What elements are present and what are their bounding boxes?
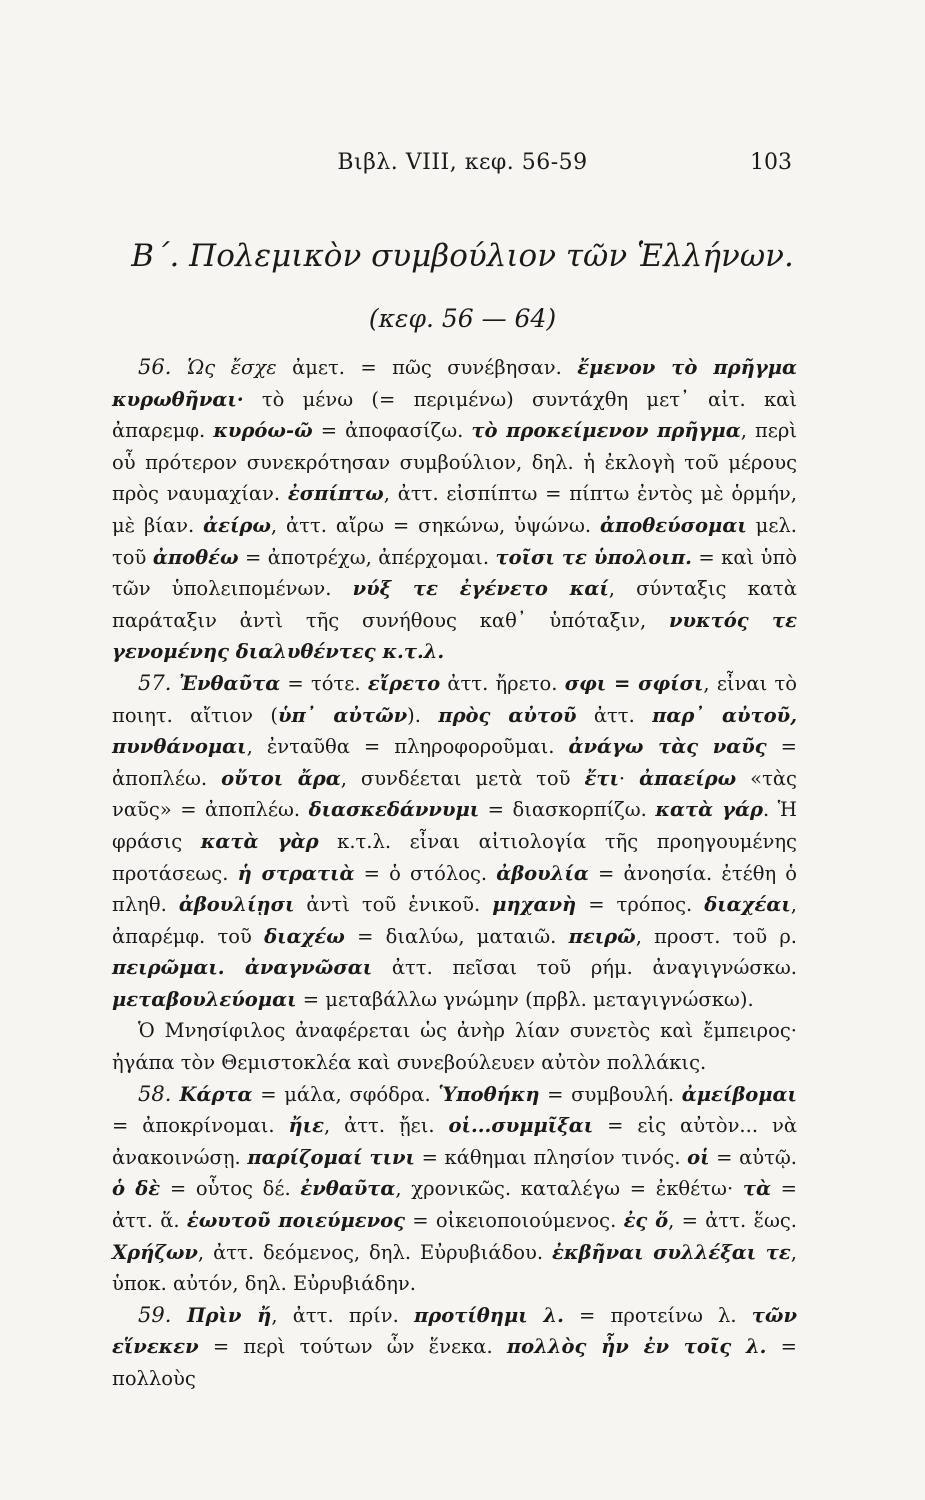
- gloss-text: , = ἀττ. ἕως.: [668, 1209, 797, 1233]
- gloss-text: , ἀττ. πρίν.: [271, 1303, 414, 1327]
- gloss-text: ἀμετ. = πῶς συνέβησαν.: [276, 356, 578, 379]
- lemma: οὔτοι ἄρα: [221, 766, 341, 790]
- gloss-text: ).: [407, 703, 439, 727]
- gloss-text: , προστ. τοῦ ρ.: [635, 924, 797, 948]
- lemma: διαχέαι: [704, 893, 791, 917]
- gloss-text: τὸ μένω (= περιμένω) συντάχθη μετ᾽ αἰτ. καὶ ἀπαρεμφ.: [112, 387, 797, 443]
- paragraph-p57b: [112, 1015, 797, 1078]
- paragraph-p58: [112, 1079, 797, 1300]
- gloss-text: = περὶ τούτων ὧν ἕνεκα.: [198, 1335, 507, 1359]
- lemma: ἀποθέω: [152, 545, 239, 569]
- commentary-text: [112, 352, 797, 1395]
- lemma: Χρήζων: [112, 1240, 198, 1264]
- lemma: πολλὸς ἦν ἐν τοῖς λ.: [506, 1335, 767, 1359]
- lemma: ὁ δὲ: [112, 1177, 161, 1201]
- lemma: τὰ: [742, 1177, 771, 1201]
- gloss-text: , περὶ οὗ πρότερον συνεκρότησαν συμβούλιον, δηλ. ἡ ἐκλογὴ τοῦ μέρους πρὸς ναυμαχίαν.: [112, 419, 797, 506]
- gloss-text: κ.τ.λ. εἶναι αἰτιολογία τῆς προηγουμένης προτάσεως.: [112, 829, 797, 885]
- gloss-text: = κάθημαι πλησίον τινός.: [414, 1145, 688, 1169]
- gloss-text: ἀττ.: [576, 703, 653, 727]
- lemma: κατὰ γάρ: [655, 798, 763, 822]
- paragraph-p57: [112, 668, 797, 1016]
- lemma: Ὡς ἔσχε: [187, 356, 277, 379]
- lemma: ἀμείβομαι: [681, 1082, 797, 1106]
- gloss-text: , συνδέεται μετὰ τοῦ: [340, 766, 585, 790]
- chapter-number: 59.: [138, 1302, 188, 1327]
- gloss-text: = ἀποφασίζω.: [312, 419, 472, 443]
- gloss-text: , ὑποκ. αὐτόν, δηλ. Εὐρυβιάδην.: [112, 1240, 797, 1296]
- gloss-text: ἀττ. πεῖσαι τοῦ ρήμ. ἀναγιγνώσκω.: [372, 956, 797, 980]
- lemma: κατὰ γὰρ: [200, 829, 319, 853]
- lemma: ἀνάγω τὰς ναῦς: [568, 735, 767, 759]
- gloss-text: , σύνταξις κατὰ παράταξιν ἀντὶ τῆς συνήθους καθ᾽ ὑπόταξιν,: [112, 577, 797, 632]
- gloss-text: = μεταβάλλω γνώμην (πρβλ. μεταγιγνώσκω).: [296, 987, 754, 1011]
- lemma: σφι = σφίσι: [564, 671, 704, 695]
- lemma: πειρῶμαι. ἀναγνῶσαι: [112, 956, 373, 980]
- lemma: ἀείρω: [203, 513, 271, 537]
- lemma: τῶν εἵνεκεν: [112, 1303, 797, 1359]
- chapter-number: 56.: [138, 355, 188, 379]
- lemma: ἐκβῆναι συλλέξαι τε: [552, 1240, 791, 1264]
- gloss-text: = διασκορπίζω.: [479, 798, 656, 822]
- lemma: ἐσπίπτω: [287, 482, 384, 506]
- lemma: τοῖσι τε ὑπολοιπ.: [495, 545, 692, 569]
- lemma: ἀβουλία: [496, 861, 589, 885]
- running-title: Βιβλ. VIII, κεφ. 56-59: [337, 150, 588, 175]
- page-number: 103: [750, 150, 792, 175]
- lemma: ἡ στρατιὰ: [237, 861, 355, 885]
- gloss-text: μελ. τοῦ: [112, 513, 797, 569]
- lemma: εἴρετο: [367, 671, 441, 695]
- gloss-text: = διαλύω, ματαιῶ.: [344, 924, 569, 948]
- lemma: Κάρτα: [179, 1082, 253, 1106]
- lemma: ἐς ὅ: [623, 1209, 669, 1233]
- chapter-number: 57.: [138, 670, 180, 695]
- lemma: ἔτι: [584, 766, 619, 790]
- lemma: ἔμενον τὸ πρῆγμα κυρωθῆναι·: [112, 356, 797, 411]
- lemma: οἱ: [687, 1145, 710, 1169]
- gloss-text: , ἀττ. δεόμενος, δηλ. Εὐρυβιάδου.: [197, 1240, 553, 1264]
- gloss-text: ἀντὶ τοῦ ἑνικοῦ.: [294, 893, 493, 917]
- gloss-text: = προτείνω λ.: [563, 1303, 752, 1327]
- lemma: μηχανὴ: [492, 893, 577, 917]
- gloss-text: = οὗτος δέ.: [160, 1177, 301, 1201]
- lemma: παρ᾽ αὐτοῦ, πυνθάνομαι: [112, 703, 797, 759]
- gloss-text: . Ἡ φράσις: [112, 798, 797, 853]
- lemma: μεταβουλεύομαι: [112, 987, 297, 1011]
- lemma: πρὸς αὐτοῦ: [438, 703, 577, 727]
- gloss-text: = τότε.: [280, 671, 368, 695]
- paragraph-p56: [112, 352, 797, 668]
- gloss-text: = εἰς αὐτὸν... νὰ ἀνακοινώσῃ.: [112, 1114, 797, 1169]
- lemma: διασκεδάννυμι: [308, 798, 480, 822]
- lemma: ἀποθεύσομαι: [599, 513, 747, 537]
- chapter-number: 58.: [138, 1081, 180, 1106]
- lemma: ἀβουλίῃσι: [178, 893, 295, 917]
- gloss-text: = ἀποπλέω.: [112, 735, 798, 790]
- lemma: ὑπ᾽ αὐτῶν: [277, 703, 408, 727]
- lemma: τὸ προκείμενον πρῆγμα: [471, 419, 741, 443]
- paragraph-p59: [112, 1300, 797, 1395]
- gloss-text: «τὰς ναῦς» = ἀποπλέω.: [112, 766, 797, 822]
- gloss-text: , ἀττ. εἰσπίπτω = πίπτω ἐντὸς μὲ ὁρμήν, μὲ βίαν.: [112, 482, 797, 537]
- lemma: οἱ...συμμῖξαι: [448, 1114, 594, 1138]
- gloss-text: = ἀποκρίνομαι.: [112, 1114, 289, 1138]
- lemma: διαχέω: [264, 924, 345, 948]
- gloss-text: , ἀπαρέμφ. τοῦ: [112, 893, 797, 948]
- lemma: προτίθημι λ.: [413, 1303, 564, 1327]
- gloss-text: = τρόπος.: [576, 893, 705, 917]
- gloss-text: , εἶναι τὸ ποιητ. αἴτιον (: [112, 671, 797, 727]
- gloss-text: , ἀττ. αἴρω = σηκώνω, ὑψώνω.: [270, 513, 600, 537]
- section-subtitle: (κεφ. 56 — 64): [368, 304, 557, 333]
- lemma: ἐνθαῦτα: [300, 1177, 396, 1201]
- lemma: κυρόω-ῶ: [213, 419, 313, 443]
- gloss-text: ἀττ. ἤρετο.: [440, 671, 565, 695]
- gloss-text: = ἀττ. ἅ.: [112, 1177, 798, 1233]
- gloss-text: = αὐτῷ.: [709, 1145, 797, 1169]
- section-title: Β΄. Πολεμικὸν συμβούλιον τῶν Ἑλλήνων.: [131, 238, 794, 274]
- lemma: πειρῶ: [568, 924, 636, 948]
- gloss-text: = μάλα, σφόδρα.: [252, 1082, 439, 1106]
- lemma: Ὑποθήκη: [438, 1082, 540, 1106]
- gloss-text: , ἐνταῦθα = πληροφοροῦμαι.: [246, 735, 569, 759]
- gloss-text: , ἀττ. ᾔει.: [323, 1114, 449, 1138]
- gloss-text: = ἀποτρέχω, ἀπέρχομαι.: [238, 545, 496, 569]
- gloss-text: = συμβουλή.: [539, 1082, 682, 1106]
- lemma: ἀπαείρω: [639, 766, 737, 790]
- running-header: [0, 150, 925, 184]
- gloss-text: = οἰκειοποιούμενος.: [405, 1209, 624, 1233]
- gloss-text: , χρονικῶς. καταλέγω = ἐκθέτω·: [395, 1177, 743, 1201]
- gloss-text: = καὶ ὑπὸ τῶν ὑπολειπομένων.: [112, 545, 797, 601]
- gloss-text: ·: [618, 766, 640, 790]
- lemma: ἤιε: [288, 1114, 324, 1138]
- lemma: παρίζομαί τινι: [247, 1145, 415, 1169]
- lemma: νυκτός τε γενομένης διαλυθέντες κ.τ.λ.: [112, 608, 797, 664]
- lemma: Ἐνθαῦτα: [179, 671, 281, 695]
- lemma: νύξ τε ἐγένετο καί: [352, 577, 609, 601]
- gloss-text: = ἀνοησία. ἐτέθη ὁ πληθ.: [112, 861, 798, 917]
- lemma: Πρὶν ἤ: [187, 1303, 272, 1327]
- gloss-text: Ὁ Μνησίφιλος ἀναφέρεται ὡς ἀνὴρ λίαν συνετὸς καὶ ἔμπειρος· ἠγάπα τὸν Θεμιστοκλέα καὶ συνεβούλευεν αὐτὸν πολλάκις.: [112, 1019, 797, 1075]
- gloss-text: = ὁ στόλος.: [354, 861, 497, 885]
- lemma: ἑωυτοῦ ποιεύμενος: [186, 1209, 406, 1233]
- gloss-text: = πολλοὺς: [112, 1335, 797, 1390]
